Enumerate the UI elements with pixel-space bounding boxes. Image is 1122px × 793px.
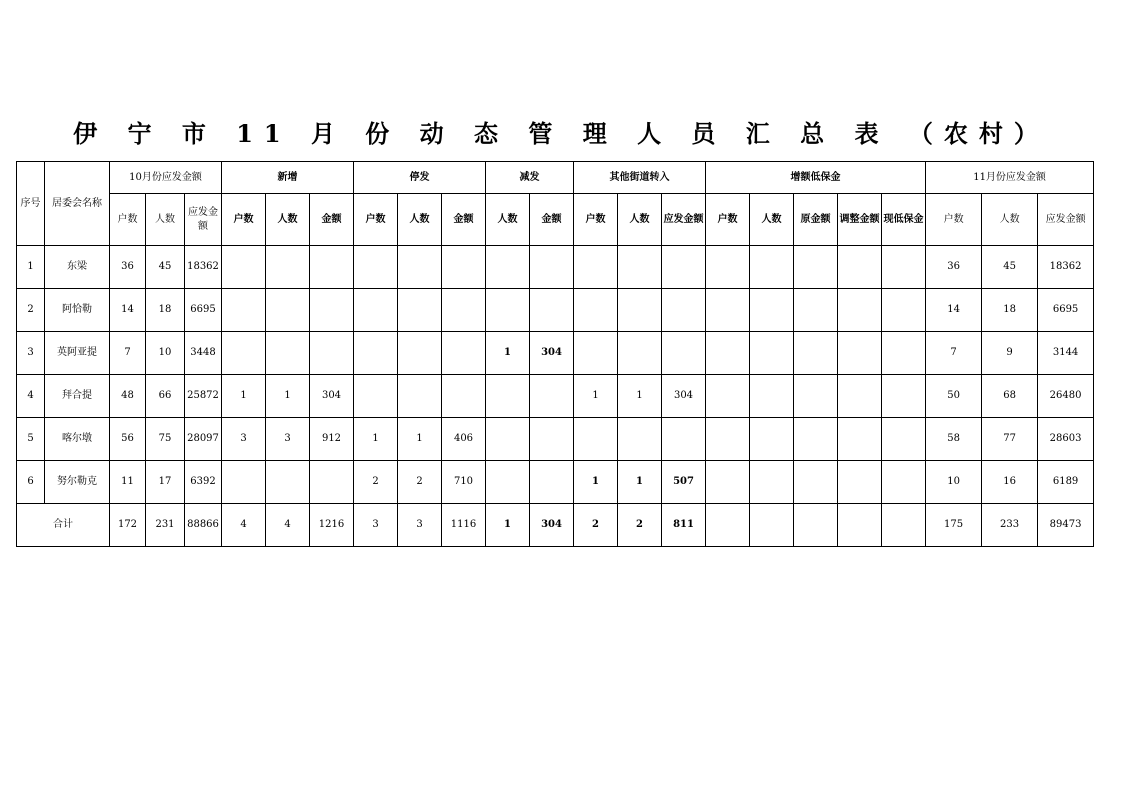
cell: 6189 xyxy=(1038,461,1094,504)
cell xyxy=(662,289,706,332)
cell: 1 xyxy=(618,375,662,418)
cell: 2 xyxy=(574,504,618,547)
page-title: 伊 宁 市 11 月 份 动 态 管 理 人 员 汇 总 表 （农村） xyxy=(73,119,1049,148)
cell: 6695 xyxy=(1038,289,1094,332)
header-group-nov: 11月份应发金额 xyxy=(926,162,1094,194)
cell: 58 xyxy=(926,418,982,461)
cell xyxy=(706,375,750,418)
cell xyxy=(750,289,794,332)
cell: 912 xyxy=(310,418,354,461)
cell xyxy=(310,246,354,289)
cell xyxy=(442,289,486,332)
header-sub: 应发金额 xyxy=(662,194,706,246)
cell xyxy=(706,289,750,332)
cell-name: 努尔勒克 xyxy=(45,461,110,504)
cell: 1 xyxy=(574,375,618,418)
cell xyxy=(706,246,750,289)
header-sub: 金额 xyxy=(442,194,486,246)
cell: 1 xyxy=(486,332,530,375)
cell: 3448 xyxy=(185,332,222,375)
cell: 10 xyxy=(926,461,982,504)
cell-seq: 5 xyxy=(17,418,45,461)
cell xyxy=(486,289,530,332)
cell xyxy=(486,461,530,504)
cell: 811 xyxy=(662,504,706,547)
cell: 45 xyxy=(146,246,185,289)
cell: 14 xyxy=(110,289,146,332)
cell xyxy=(838,246,882,289)
cell: 7 xyxy=(110,332,146,375)
cell xyxy=(398,289,442,332)
header-sub: 人数 xyxy=(982,194,1038,246)
cell xyxy=(838,289,882,332)
cell xyxy=(310,332,354,375)
cell xyxy=(574,332,618,375)
cell: 304 xyxy=(310,375,354,418)
cell xyxy=(222,289,266,332)
cell-name: 拜合提 xyxy=(45,375,110,418)
cell: 77 xyxy=(982,418,1038,461)
cell xyxy=(398,246,442,289)
header-sub: 应发金额 xyxy=(1038,194,1094,246)
table-row xyxy=(17,332,1094,375)
cell xyxy=(706,332,750,375)
cell xyxy=(618,289,662,332)
cell xyxy=(662,332,706,375)
cell: 14 xyxy=(926,289,982,332)
cell: 304 xyxy=(662,375,706,418)
cell xyxy=(354,246,398,289)
cell xyxy=(750,461,794,504)
header-group-transfer: 其他街道转入 xyxy=(574,162,706,194)
cell xyxy=(882,246,926,289)
cell: 6695 xyxy=(185,289,222,332)
header-sub: 应发金额 xyxy=(185,194,222,246)
header-sub: 人数 xyxy=(750,194,794,246)
cell xyxy=(838,504,882,547)
cell: 50 xyxy=(926,375,982,418)
header-sub: 原金额 xyxy=(794,194,838,246)
cell xyxy=(882,504,926,547)
cell-seq: 2 xyxy=(17,289,45,332)
cell: 1 xyxy=(486,504,530,547)
cell xyxy=(706,461,750,504)
cell-name: 阿恰勒 xyxy=(45,289,110,332)
cell: 233 xyxy=(982,504,1038,547)
cell: 3 xyxy=(266,418,310,461)
header-sub: 户数 xyxy=(354,194,398,246)
cell xyxy=(794,504,838,547)
header-sub: 人数 xyxy=(398,194,442,246)
cell xyxy=(354,289,398,332)
cell xyxy=(618,332,662,375)
cell xyxy=(882,289,926,332)
cell xyxy=(354,375,398,418)
table-row xyxy=(17,289,1094,332)
header-sub: 金额 xyxy=(530,194,574,246)
header-sub: 人数 xyxy=(146,194,185,246)
cell xyxy=(794,418,838,461)
table-row xyxy=(17,418,1094,461)
cell xyxy=(354,332,398,375)
cell xyxy=(838,418,882,461)
cell: 1 xyxy=(266,375,310,418)
cell xyxy=(706,504,750,547)
summary-table xyxy=(16,161,1094,547)
cell xyxy=(794,461,838,504)
cell: 304 xyxy=(530,332,574,375)
cell xyxy=(266,246,310,289)
header-group-increase: 增额低保金 xyxy=(706,162,926,194)
cell: 17 xyxy=(146,461,185,504)
cell xyxy=(794,332,838,375)
header-name: 居委会名称 xyxy=(45,162,110,246)
header-sub: 人数 xyxy=(618,194,662,246)
cell: 9 xyxy=(982,332,1038,375)
cell xyxy=(838,332,882,375)
header-sub: 金额 xyxy=(310,194,354,246)
cell: 1116 xyxy=(442,504,486,547)
cell xyxy=(662,418,706,461)
cell: 36 xyxy=(110,246,146,289)
table-row xyxy=(17,246,1094,289)
cell xyxy=(574,418,618,461)
header-sub: 户数 xyxy=(926,194,982,246)
cell: 1 xyxy=(354,418,398,461)
cell: 75 xyxy=(146,418,185,461)
cell xyxy=(486,418,530,461)
cell: 3144 xyxy=(1038,332,1094,375)
table-row xyxy=(17,375,1094,418)
header-sub: 人数 xyxy=(486,194,530,246)
cell-seq: 6 xyxy=(17,461,45,504)
cell: 89473 xyxy=(1038,504,1094,547)
cell: 1 xyxy=(618,461,662,504)
cell xyxy=(750,504,794,547)
cell xyxy=(530,289,574,332)
cell xyxy=(486,375,530,418)
header-row-groups xyxy=(17,162,1094,194)
header-sub: 户数 xyxy=(110,194,146,246)
cell: 3 xyxy=(354,504,398,547)
cell: 2 xyxy=(354,461,398,504)
cell xyxy=(398,375,442,418)
cell-name: 喀尔墩 xyxy=(45,418,110,461)
cell: 7 xyxy=(926,332,982,375)
cell xyxy=(574,289,618,332)
header-group-stop: 停发 xyxy=(354,162,486,194)
cell: 3 xyxy=(398,504,442,547)
cell: 45 xyxy=(982,246,1038,289)
cell xyxy=(310,289,354,332)
cell xyxy=(222,332,266,375)
header-sub: 户数 xyxy=(222,194,266,246)
cell xyxy=(310,461,354,504)
cell: 172 xyxy=(110,504,146,547)
cell xyxy=(882,375,926,418)
cell: 26480 xyxy=(1038,375,1094,418)
cell: 48 xyxy=(110,375,146,418)
header-row-sub xyxy=(17,194,1094,246)
cell-seq: 1 xyxy=(17,246,45,289)
cell xyxy=(442,246,486,289)
cell xyxy=(750,375,794,418)
cell xyxy=(838,461,882,504)
cell xyxy=(574,246,618,289)
header-seq: 序号 xyxy=(17,162,45,246)
cell xyxy=(618,246,662,289)
cell-name: 东梁 xyxy=(45,246,110,289)
cell: 18362 xyxy=(185,246,222,289)
header-sub: 调整金额 xyxy=(838,194,882,246)
cell: 3 xyxy=(222,418,266,461)
total-label: 合计 xyxy=(17,504,110,547)
cell: 56 xyxy=(110,418,146,461)
cell xyxy=(266,289,310,332)
cell xyxy=(750,332,794,375)
cell xyxy=(442,332,486,375)
cell xyxy=(662,246,706,289)
header-group-new: 新增 xyxy=(222,162,354,194)
header-sub: 现低保金 xyxy=(882,194,926,246)
cell xyxy=(706,418,750,461)
cell: 28603 xyxy=(1038,418,1094,461)
cell: 1 xyxy=(574,461,618,504)
cell xyxy=(882,418,926,461)
cell: 231 xyxy=(146,504,185,547)
cell xyxy=(794,289,838,332)
cell: 36 xyxy=(926,246,982,289)
cell xyxy=(222,246,266,289)
cell: 1 xyxy=(222,375,266,418)
cell-seq: 4 xyxy=(17,375,45,418)
cell: 4 xyxy=(222,504,266,547)
cell: 406 xyxy=(442,418,486,461)
cell: 18362 xyxy=(1038,246,1094,289)
cell xyxy=(882,461,926,504)
cell xyxy=(530,461,574,504)
total-row xyxy=(17,504,1094,547)
cell: 175 xyxy=(926,504,982,547)
cell: 28097 xyxy=(185,418,222,461)
cell xyxy=(266,461,310,504)
cell xyxy=(618,418,662,461)
cell: 18 xyxy=(146,289,185,332)
cell xyxy=(794,375,838,418)
cell: 10 xyxy=(146,332,185,375)
cell-seq: 3 xyxy=(17,332,45,375)
cell: 1 xyxy=(398,418,442,461)
header-group-oct: 10月份应发金额 xyxy=(110,162,222,194)
cell xyxy=(530,418,574,461)
cell: 88866 xyxy=(185,504,222,547)
cell xyxy=(750,246,794,289)
header-group-reduce: 减发 xyxy=(486,162,574,194)
cell: 507 xyxy=(662,461,706,504)
table-row xyxy=(17,461,1094,504)
cell xyxy=(222,461,266,504)
cell xyxy=(794,246,838,289)
cell xyxy=(486,246,530,289)
header-sub: 户数 xyxy=(706,194,750,246)
cell xyxy=(398,332,442,375)
header-sub: 户数 xyxy=(574,194,618,246)
cell: 4 xyxy=(266,504,310,547)
cell: 11 xyxy=(110,461,146,504)
cell: 16 xyxy=(982,461,1038,504)
cell: 6392 xyxy=(185,461,222,504)
cell: 68 xyxy=(982,375,1038,418)
cell-name: 英阿亚提 xyxy=(45,332,110,375)
cell: 2 xyxy=(618,504,662,547)
cell: 66 xyxy=(146,375,185,418)
cell xyxy=(750,418,794,461)
cell xyxy=(442,375,486,418)
cell xyxy=(882,332,926,375)
cell: 304 xyxy=(530,504,574,547)
cell: 25872 xyxy=(185,375,222,418)
cell xyxy=(838,375,882,418)
cell: 710 xyxy=(442,461,486,504)
cell xyxy=(266,332,310,375)
cell xyxy=(530,375,574,418)
cell: 1216 xyxy=(310,504,354,547)
cell: 2 xyxy=(398,461,442,504)
cell xyxy=(530,246,574,289)
header-sub: 人数 xyxy=(266,194,310,246)
cell: 18 xyxy=(982,289,1038,332)
